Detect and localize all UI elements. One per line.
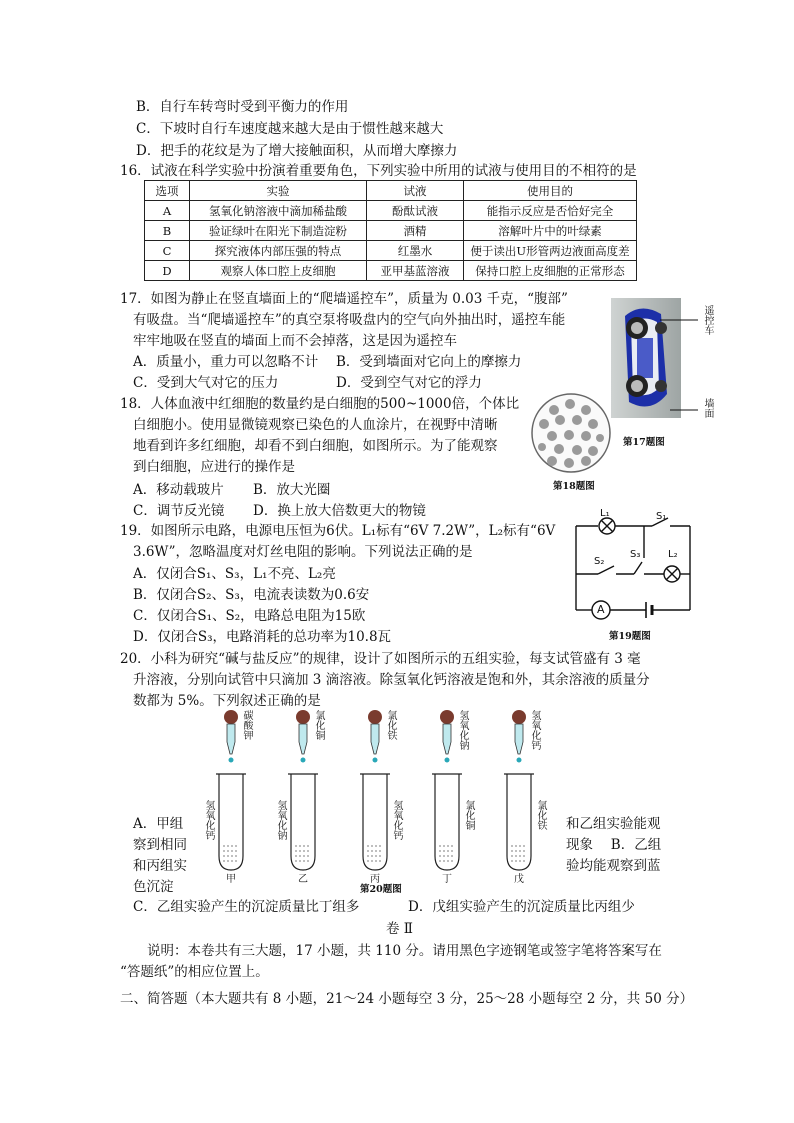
table-cell: 红墨水 <box>367 241 464 261</box>
label-L2: L₂ <box>668 549 678 560</box>
q20-line2: 升溶液，分别向试管中只滴加 3 滴溶液。除氢氧化钙溶液是饱和外，其余溶液的质量分 <box>133 672 650 688</box>
q17-option-d: D．受到空气对它的浮力 <box>336 375 482 391</box>
q20-left-line1: A．甲组 <box>133 816 184 832</box>
table-cell: 便于读出U形管两边液面高度差 <box>464 241 637 261</box>
table-cell: B <box>145 221 190 241</box>
dropper-reagent-label: 氯化铜 <box>313 710 324 740</box>
tube-solution-label: 氯化铜 <box>463 800 474 830</box>
table-cell: 验证绿叶在阳光下制造淀粉 <box>190 221 367 241</box>
dropper-glass <box>515 724 523 754</box>
table-header: 试液 <box>367 181 464 201</box>
q20-right-line3: 验均能观察到蓝 <box>566 858 661 874</box>
q20-option-c: C．乙组实验产生的沉淀质量比丁组多 <box>133 899 360 915</box>
q18-option-d: D．换上放大倍数更大的物镜 <box>253 503 426 519</box>
table-cell: 能指示反应是否恰好完全 <box>464 201 637 221</box>
dropper-bulb <box>224 710 238 724</box>
label-L1: L₁ <box>600 508 610 519</box>
table-cell: 保持口腔上皮细胞的正常形态 <box>464 261 637 281</box>
q20-left-line4: 色沉淀 <box>133 879 174 895</box>
table-cell: 酒精 <box>367 221 464 241</box>
table-header-row <box>145 181 637 201</box>
dropper-reagent-label: 氢氧化钠 <box>457 710 468 750</box>
volume-title: 卷 Ⅱ <box>386 921 413 937</box>
q18-line2: 白细胞小。使用显微镜观察已染色的人血涂片，在视野中清晰 <box>133 417 498 433</box>
q17-option-b: B．受到墙面对它向上的摩擦力 <box>336 354 522 370</box>
q18-option-c: C．调节反光镜 <box>133 503 225 519</box>
table-cell: 观察人体口腔上皮细胞 <box>190 261 367 281</box>
table-header: 实验 <box>190 181 367 201</box>
section-note-line2: “答题纸”的相应位置上。 <box>120 964 269 980</box>
tube-group-label: 丙 <box>370 874 380 885</box>
table-cell: 酚酞试液 <box>367 201 464 221</box>
q18-line3: 地看到许多红细胞，却看不到白细胞，如图所示。为了能观察 <box>133 438 498 454</box>
droplet <box>301 758 306 763</box>
tube-solution-label: 氯化铁 <box>535 800 546 830</box>
q16-table <box>144 180 637 281</box>
q20-right-line2: 现象 B．乙组 <box>566 837 662 853</box>
section-note-line1: 说明：本卷共有三大题，17 小题，共 110 分。请用黑色字迹钢笔或签字笔将答案写在 <box>147 943 662 959</box>
q19-option-c: C．仅闭合S₁、S₂，电路总电阻为15欧 <box>133 608 366 624</box>
figure-19-caption: 第19题图 <box>609 631 651 642</box>
tube-solution-label: 氢氧化钙 <box>391 800 402 840</box>
dropper-bulb <box>368 710 382 724</box>
label-S1: S₁ <box>656 511 667 522</box>
dropper-reagent-label: 氯化铁 <box>385 710 396 740</box>
q19-line2: 3.6W”，忽略温度对灯丝电阻的影响。下列说法正确的是 <box>133 544 473 560</box>
table-cell: 氢氧化钠溶液中滴加稀盐酸 <box>190 201 367 221</box>
figure-19-circuit <box>572 506 694 624</box>
q19-option-a: A．仅闭合S₁、S₃，L₁不亮、L₂亮 <box>133 566 336 582</box>
label-S3: S₃ <box>630 549 641 560</box>
dropper-bulb <box>440 710 454 724</box>
table-cell: A <box>145 201 190 221</box>
q15-option-d: D．把手的花纹是为了增大接触面积，从而增大摩擦力 <box>136 143 458 159</box>
figure-20-caption: 第20题图 <box>360 884 402 895</box>
q19-option-d: D．仅闭合S₃，电路消耗的总功率为10.8瓦 <box>133 629 392 645</box>
figure-17-label-car: 遥控车 <box>702 305 713 335</box>
figure-18-microscope-view <box>530 392 612 474</box>
q19-option-b: B．仅闭合S₂、S₃，电流表读数为0.6安 <box>133 587 370 603</box>
tube-group-label: 戊 <box>514 874 524 885</box>
q18-option-b: B．放大光圈 <box>253 482 331 498</box>
tube-group-label: 甲 <box>226 874 236 885</box>
figure-17-label-wall: 墙面 <box>702 398 713 418</box>
test-tube <box>435 774 459 870</box>
table-cell: D <box>145 261 190 281</box>
dropper-glass <box>299 724 307 754</box>
q20-option-d: D．戊组实验产生的沉淀质量比丙组少 <box>408 899 635 915</box>
q15-option-b: B．自行车转弯时受到平衡力的作用 <box>136 99 349 115</box>
figure-17-caption: 第17题图 <box>623 437 665 448</box>
q15-option-c: C．下坡时自行车速度越来越大是由于惯性越来越大 <box>136 121 444 137</box>
test-tube <box>219 774 243 870</box>
table-cell: C <box>145 241 190 261</box>
q18-line1: 18．人体血液中红细胞的数量约是白细胞的500~1000倍，个体比 <box>120 396 520 412</box>
table-row <box>145 201 637 221</box>
table-cell: 亚甲基蓝溶液 <box>367 261 464 281</box>
q20-line1: 20．小科为研究“碱与盐反应”的规律，设计了如图所示的五组实验，每支试管盛有 3 毫 <box>120 651 641 667</box>
q19-line1: 19．如图所示电路，电源电压恒为6伏。L₁标有“6V 7.2W”，L₂标有“6V <box>120 523 556 539</box>
table-row <box>145 221 637 241</box>
tube-group-label: 乙 <box>298 874 308 885</box>
test-tube <box>363 774 387 870</box>
dropper-bulb <box>512 710 526 724</box>
table-row <box>145 241 637 261</box>
figure-18-caption: 第18题图 <box>553 481 595 492</box>
droplet <box>229 758 234 763</box>
label-S2: S₂ <box>594 556 605 567</box>
dropper-glass <box>227 724 235 754</box>
q20-line3: 数都为 5%。下列叙述正确的是 <box>133 693 321 709</box>
q17-option-c: C．受到大气对它的压力 <box>133 375 279 391</box>
q20-left-line2: 察到相同 <box>133 837 187 853</box>
tube-solution-label: 氢氧化钠 <box>275 800 286 840</box>
q17-line3: 牢牢地吸在竖直的墙面上而不会掉落，这是因为遥控车 <box>133 333 457 349</box>
q18-option-a: A．移动载玻片 <box>133 482 224 498</box>
test-tube <box>291 774 315 870</box>
label-ammeter: A <box>597 603 605 616</box>
tube-group-label: 丁 <box>442 874 452 885</box>
table-header: 使用目的 <box>464 181 637 201</box>
droplet <box>517 758 522 763</box>
tube-solution-label: 氢氧化钙 <box>203 800 214 840</box>
dropper-glass <box>371 724 379 754</box>
q17-line1: 17．如图为静止在竖直墙面上的“爬墙遥控车”，质量为 0.03 千克，“腹部” <box>120 291 568 307</box>
table-cell: 探究液体内部压强的特点 <box>190 241 367 261</box>
table-cell: 溶解叶片中的叶绿素 <box>464 221 637 241</box>
q20-left-line3: 和丙组实 <box>133 858 187 874</box>
dropper-bulb <box>296 710 310 724</box>
droplet <box>445 758 450 763</box>
table-header: 选项 <box>145 181 190 201</box>
q17-line2: 有吸盘。当“爬墙遥控车”的真空泵将吸盘内的空气向外抽出时，遥控车能 <box>133 312 566 328</box>
q17-option-a: A．质量小，重力可以忽略不计 <box>133 354 319 370</box>
dropper-reagent-label: 氢氧化钙 <box>529 710 540 750</box>
section-heading: 二、简答题（本大题共有 8 小题，21～24 小题每空 3 分，25～28 小题每空 2 分，共 50 分） <box>120 991 694 1007</box>
dropper-glass <box>443 724 451 754</box>
q16-stem: 16．试液在科学实验中扮演着重要角色，下列实验中所用的试液与使用目的不相符的是 <box>120 163 637 179</box>
q18-line4: 到白细胞，应进行的操作是 <box>133 459 295 475</box>
droplet <box>373 758 378 763</box>
q20-right-line1: 和乙组实验能观 <box>566 816 661 832</box>
test-tube <box>507 774 531 870</box>
table-row <box>145 261 637 281</box>
dropper-reagent-label: 碳酸钾 <box>241 710 252 740</box>
